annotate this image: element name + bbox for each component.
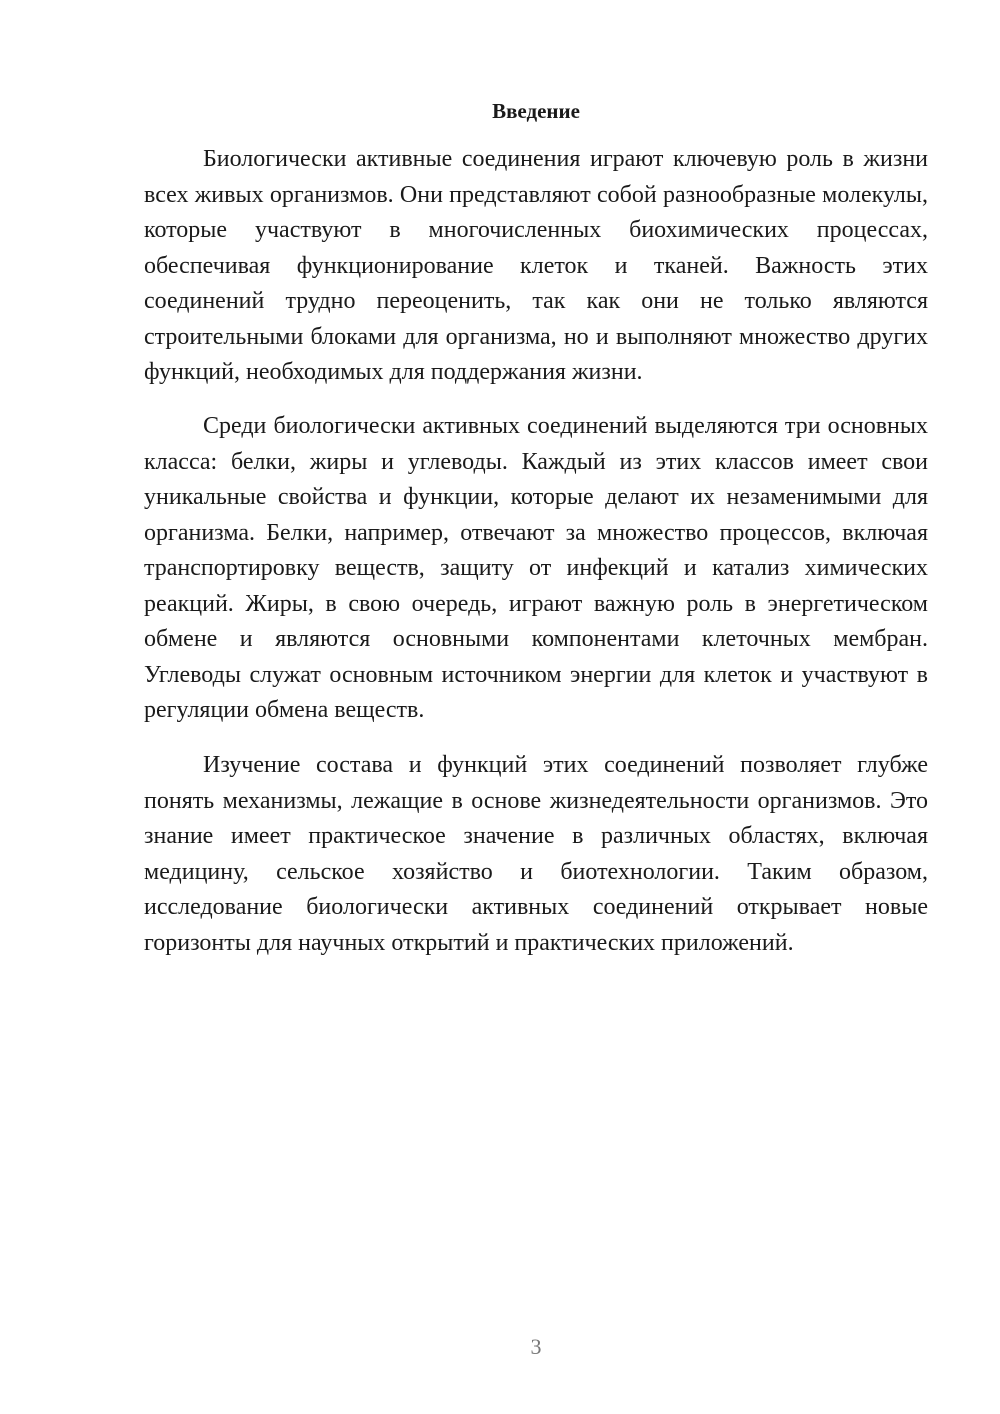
paragraph-significance: Изучение состава и функций этих соединений позволяет глубже понять механизмы, лежащие в основе жизнедеятельности организмов. Это знание имеет практическое значение в различных областях, включая медицину, сельское хозяйство и биотехнологии. Таким образом, исследование биологически активных соединений открывает новые горизонты для научных открытий и практических приложений. — [144, 752, 928, 956]
section-heading: Введение — [492, 99, 580, 123]
paragraph-classes: Среди биологически активных соединений выделяются три основных класса: белки, жиры и углеводы. Каждый из этих классов имеет свои уникальные свойства и функции, которые делают их незаменимыми для организма. Белки, например, отвечают за множество процессов, включая транспортировку веществ, защиту от инфекций и катализ химических реакций. Жиры, в свою очередь, играют важную роль в энергетическом обмене и являются основными компонентами клеточных мембран. Углеводы служат основным источником энергии для клеток и участвуют в регуляции обмена веществ. — [144, 413, 928, 723]
paragraph-intro: Биологически активные соединения играют ключевую роль в жизни всех живых организмов. Они представляют собой разнообразные молекулы, которые участвуют в многочисленных биохимических процессах, обеспечивая функционирование клеток и тканей. Важность этих соединений трудно переоценить, так как они не только являются строительными блоками для организма, но и выполняют множество других функций, необходимых для поддержания жизни. — [144, 146, 928, 385]
page-number: 3 — [530, 1334, 542, 1359]
